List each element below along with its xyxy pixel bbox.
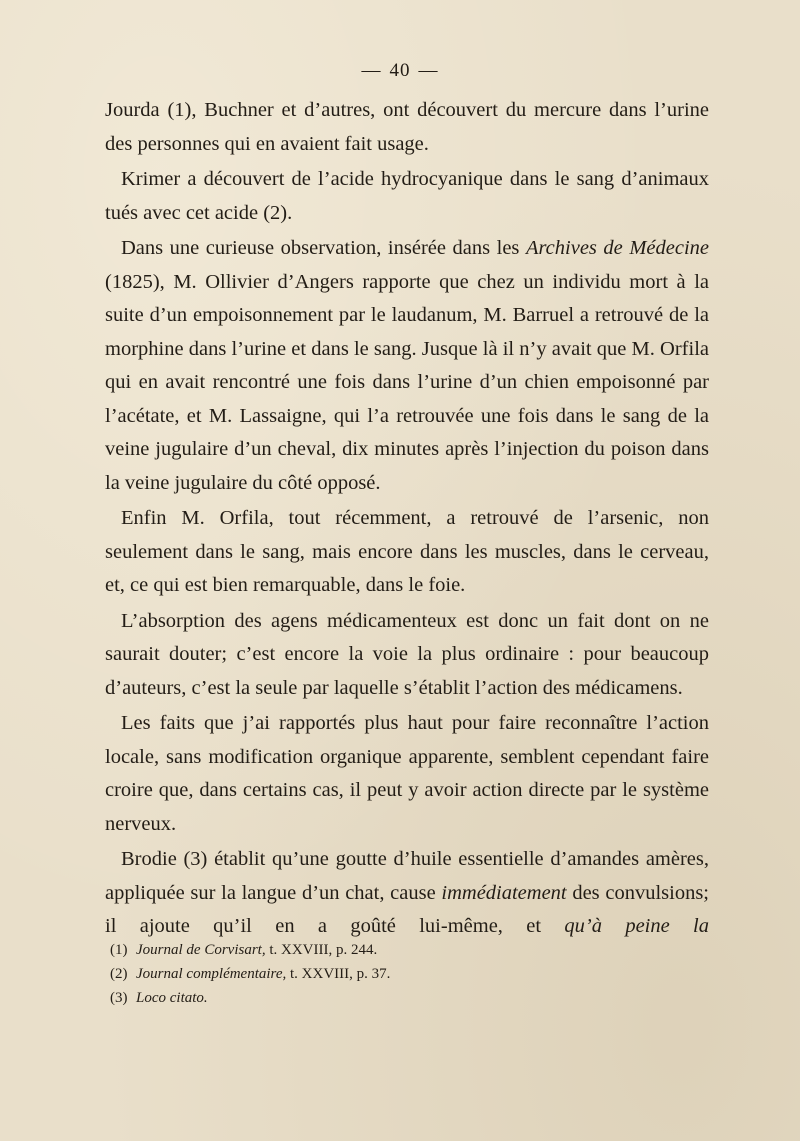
paragraph-5 (105, 605, 709, 706)
emphasis-immediatement: immédiatement (441, 881, 567, 904)
paragraph-7-text-a: Brodie (3) établit qu’une goutte d’huile essentielle d’amandes amères, appliquée sur la langue d’un chat, cause (105, 848, 709, 904)
paragraph-3 (105, 232, 709, 500)
paragraph-4 (105, 502, 709, 603)
footnote-2-number: (2) (110, 966, 128, 982)
paragraph-3-text-b: (1825), M. Ollivier d’Angers rapporte que chez un individu mort à la suite d’un empoisonnement par le laudanum, M. Barruel a retrouvé de la morphine dans l’urine et dans le sang. Jusque là il n’y avait que M. Orfila qui en avait rencontré une fois dans l’urine d’un chien empoisonné par l’acétate, et M. Lassaigne, qui l’a retrouvée une fois dans le sang de la veine jugulaire d’un cheval, dix minutes après l’injection du poison dans la veine jugulaire du côté opposé. (105, 270, 709, 494)
footnote-2-source: Journal complémentaire, (136, 966, 287, 982)
header-dash-right: — (418, 60, 439, 81)
paragraph-4-text: Enfin M. Orfila, tout récemment, a retrouvé de l’arsenic, non seulement dans le sang, mais encore dans les muscles, dans le cerveau, et, ce qui est bien remarquable, dans le foie. (105, 507, 709, 596)
paragraph-7 (105, 843, 709, 944)
paragraph-6-text: Les faits que j’ai rapportés plus haut pour faire reconnaître l’action locale, sans modification organique apparente, semblent cependant faire croire que, dans certains cas, il peut y avoir action directe par le système nerveux. (105, 712, 709, 835)
main-text (105, 94, 709, 946)
footnote-3 (110, 986, 710, 1010)
paragraph-1 (105, 94, 709, 161)
paragraph-2-text: Krimer a découvert de l’acide hydrocyanique dans le sang d’animaux tués avec cet acide (2). (105, 168, 709, 224)
paragraph-3-text-a: Dans une curieuse observation, insérée dans les (121, 237, 526, 259)
header-dash-left: — (361, 60, 382, 81)
page-number-header (0, 60, 800, 82)
footnote-1-ref: t. XXVIII, p. 244. (265, 942, 378, 958)
footnote-3-number: (3) (110, 990, 128, 1006)
paragraph-7-text-b: des convulsions; il ajoute qu’il en a goûté lui-même, et (105, 881, 709, 937)
footnote-2-ref: t. XXVIII, p. 37. (286, 966, 391, 982)
footnote-2 (110, 962, 710, 986)
paragraph-2 (105, 163, 709, 230)
emphasis-a-peine: qu’à peine la (564, 915, 710, 937)
journal-title-italic: Archives de Médecine (525, 237, 709, 259)
page-number: 40 (389, 60, 411, 81)
paragraph-5-text: L’absorption des agens médicamenteux est donc un fait dont on ne saurait douter; c’est encore la voie la plus ordinaire : pour beaucoup d’auteurs, c’est la seule par laquelle s’établit l’action des médicamens. (105, 609, 709, 699)
paragraph-6 (105, 707, 709, 841)
paragraph-1-text: Jourda (1), Buchner et d’autres, ont découvert du mercure dans l’urine des personnes qui en avaient fait usage. (105, 99, 709, 155)
footnote-1 (110, 938, 710, 962)
footnote-1-source: Journal de Corvisart, (136, 942, 266, 958)
footnote-3-source: Loco citato. (136, 990, 208, 1006)
footnotes (110, 938, 710, 1010)
footnote-1-number: (1) (110, 942, 128, 958)
